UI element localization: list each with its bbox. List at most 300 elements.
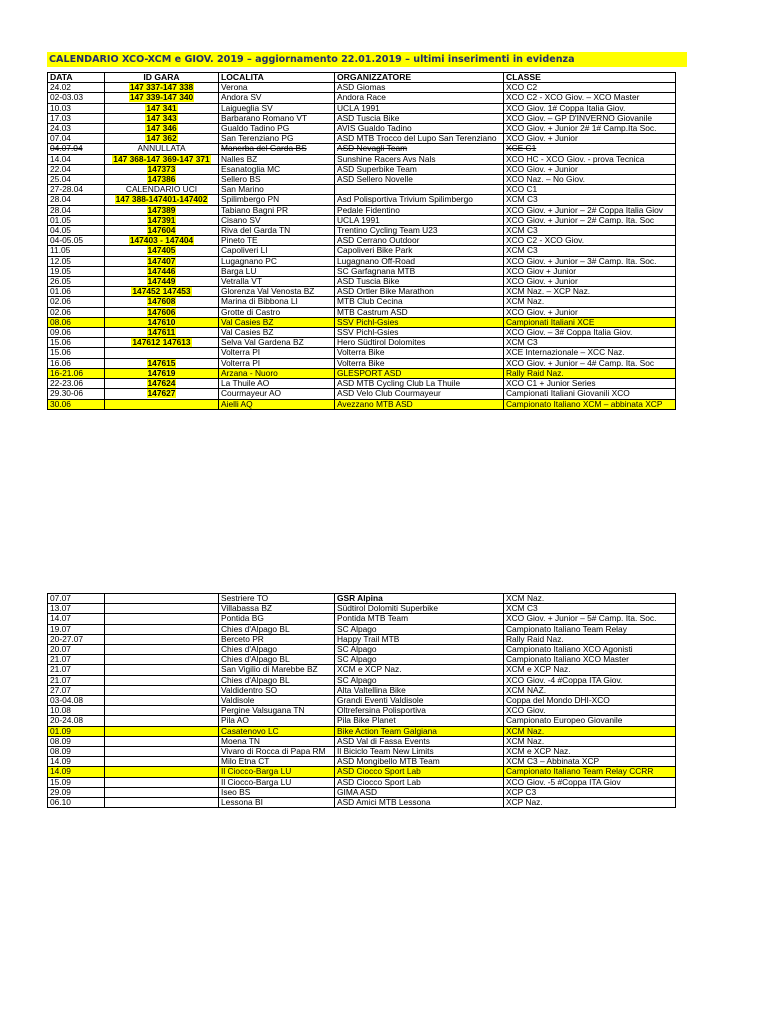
- cell-organizzatore: ASD Cerrano Outdoor: [335, 236, 504, 246]
- table-row: [48, 358, 676, 368]
- table-row: [48, 317, 676, 327]
- table-header-row: [48, 73, 676, 83]
- cell-organizzatore: Lugagnano Off-Road: [335, 256, 504, 266]
- calendar-table-second-half: [47, 593, 676, 808]
- cell-organizzatore: Capoliveri Bike Park: [335, 246, 504, 256]
- cell-localita: Grotte di Castro: [219, 307, 335, 317]
- cell-localita: Cisano SV: [219, 215, 335, 225]
- cell-classe: Campionato Italiano XCO Master: [504, 655, 676, 665]
- cell-data: 27.07: [48, 685, 105, 695]
- table-row: [48, 368, 676, 378]
- table-row: [48, 665, 676, 675]
- cell-data: 02.06: [48, 297, 105, 307]
- table-row: [48, 266, 676, 276]
- cell-classe: XCO Giov. – GP D'INVERNO Giovanile: [504, 113, 676, 123]
- cell-data: 16-21.06: [48, 368, 105, 378]
- cell-organizzatore: Pontida MTB Team: [335, 614, 504, 624]
- cell-id-gara: [105, 767, 219, 777]
- cell-localita: Pontida BG: [219, 614, 335, 624]
- cell-localita: Andora SV: [219, 93, 335, 103]
- cell-localita: Chies d'Alpago BL: [219, 675, 335, 685]
- cell-organizzatore: Oltrefersina Polisportiva: [335, 706, 504, 716]
- id-gara-highlight: 147 388-147401-147402: [115, 194, 208, 205]
- cell-data: 14.04: [48, 154, 105, 164]
- cell-data: 04.05: [48, 226, 105, 236]
- table-row: [48, 256, 676, 266]
- cell-organizzatore: ASD Amici MTB Lessona: [335, 798, 504, 808]
- table-row: [48, 154, 676, 164]
- cell-localita: Arzana - Nuoro: [219, 368, 335, 378]
- table-row: [48, 624, 676, 634]
- cell-data: 01.06: [48, 287, 105, 297]
- document-title: CALENDARIO XCO-XCM e GIOV. 2019 – aggiornamento 22.01.2019 – ultimi inserimenti in evidenza: [47, 52, 687, 67]
- cell-organizzatore: ASD Tuscia Bike: [335, 113, 504, 123]
- cell-localita: Laigueglia SV: [219, 103, 335, 113]
- cell-id-gara: [105, 787, 219, 797]
- cell-localita: Valdidentro SO: [219, 685, 335, 695]
- cell-organizzatore: ASD Ciocco Sport Lab: [335, 777, 504, 787]
- cell-id-gara: [105, 594, 219, 604]
- cell-localita: Moena TN: [219, 736, 335, 746]
- table-row: [48, 134, 676, 144]
- table-row: [48, 594, 676, 604]
- id-gara-highlight: 147 341: [146, 103, 177, 113]
- table-row: [48, 338, 676, 348]
- cell-data: 28.04: [48, 195, 105, 205]
- cell-id-gara: [105, 716, 219, 726]
- cell-classe: XCO C2 - XCO Giov. – XCO Master: [504, 93, 676, 103]
- cell-localita: Iseo BS: [219, 787, 335, 797]
- cell-organizzatore: SSV Pichl-Gsies: [335, 317, 504, 327]
- cell-classe: XCM Naz.: [504, 726, 676, 736]
- cell-organizzatore: Alta Valtellina Bike: [335, 685, 504, 695]
- table-row: [48, 297, 676, 307]
- cell-localita: Il Ciocco-Barga LU: [219, 777, 335, 787]
- cell-id-gara: [105, 634, 219, 644]
- cell-localita: Gualdo Tadino PG: [219, 124, 335, 134]
- cell-classe: Campionato Italiano XCO Agonisti: [504, 645, 676, 655]
- table-row: [48, 215, 676, 225]
- table-row: [48, 307, 676, 317]
- cell-data: 15.09: [48, 777, 105, 787]
- cell-id-gara: [105, 297, 219, 307]
- cell-localita: San Vigilio di Marebbe BZ: [219, 665, 335, 675]
- cell-localita: Volterra PI: [219, 348, 335, 358]
- cell-id-gara: [105, 307, 219, 317]
- cell-classe: XCM Naz.: [504, 736, 676, 746]
- cell-data: 20-27.07: [48, 634, 105, 644]
- cell-data: 08.09: [48, 736, 105, 746]
- cell-data: 14.09: [48, 767, 105, 777]
- cell-classe: XCO Giov + Junior: [504, 266, 676, 276]
- cell-data: 10.03: [48, 103, 105, 113]
- cell-id-gara: [105, 624, 219, 634]
- cell-organizzatore: Andora Race: [335, 93, 504, 103]
- cell-localita: Casatenovo LC: [219, 726, 335, 736]
- cell-organizzatore: GLESPORT ASD: [335, 368, 504, 378]
- cell-organizzatore: ASD Velo Club Courmayeur: [335, 389, 504, 399]
- table-row: [48, 726, 676, 736]
- table-row: [48, 379, 676, 389]
- id-gara-highlight: 147606: [147, 307, 176, 317]
- cell-id-gara: [105, 236, 219, 246]
- cell-id-gara: [105, 328, 219, 338]
- cell-organizzatore: ASD Ortler Bike Marathon: [335, 287, 504, 297]
- header-organizzatore: ORGANIZZATORE: [335, 73, 504, 83]
- cell-data: 06.10: [48, 798, 105, 808]
- table-row: [48, 93, 676, 103]
- cell-classe: XCM Naz.: [504, 297, 676, 307]
- cell-id-gara: [105, 358, 219, 368]
- cell-classe: XCM e XCP Naz.: [504, 665, 676, 675]
- cell-id-gara: [105, 154, 219, 164]
- id-gara-highlight: 147405: [147, 245, 176, 256]
- cell-id-gara: [105, 348, 219, 358]
- cell-classe: XCM C3: [504, 226, 676, 236]
- cell-data: 04-05.05: [48, 236, 105, 246]
- cell-classe: XCO Giov.: [504, 706, 676, 716]
- table-row: [48, 767, 676, 777]
- cell-data: 15.06: [48, 338, 105, 348]
- cell-data: 20.07: [48, 645, 105, 655]
- cell-data: 22-23.06: [48, 379, 105, 389]
- cell-classe: XCO HC - XCO Giov. - prova Tecnica: [504, 154, 676, 164]
- cell-id-gara: [105, 277, 219, 287]
- id-gara-highlight: 147611: [147, 327, 176, 338]
- cell-classe: Campionato Italiano XCM – abbinata XCP: [504, 399, 676, 409]
- cell-data: 29.09: [48, 787, 105, 797]
- id-gara-highlight: 147407: [147, 256, 176, 266]
- cell-id-gara: CALENDARIO UCI: [105, 185, 219, 195]
- id-gara-highlight: 147619: [147, 368, 176, 378]
- cell-classe: Campionato Italiano Team Relay CCRR: [504, 767, 676, 777]
- cell-localita: Volterra PI: [219, 358, 335, 368]
- cell-classe: XCO Giov. + Junior – 4# Camp. Ita. Soc: [504, 358, 676, 368]
- cell-id-gara: [105, 103, 219, 113]
- table-row: [48, 655, 676, 665]
- cell-classe: XCO Giov. + Junior: [504, 164, 676, 174]
- cell-id-gara: [105, 685, 219, 695]
- cell-classe: XCO Giov. + Junior: [504, 307, 676, 317]
- cell-id-gara: [105, 777, 219, 787]
- calendar-table-first-half: [47, 72, 676, 410]
- cell-data: 01.05: [48, 215, 105, 225]
- cell-data: 21.07: [48, 655, 105, 665]
- table-row: [48, 777, 676, 787]
- id-gara-highlight: 147391: [147, 215, 176, 225]
- cell-localita: San Terenziano PG: [219, 134, 335, 144]
- cell-data: 26.05: [48, 277, 105, 287]
- table-row: [48, 124, 676, 134]
- header-localita: LOCALITA: [219, 73, 335, 83]
- cell-classe: XCM Naz. – XCP Naz.: [504, 287, 676, 297]
- cell-classe: XCO Giov. + Junior – 3# Camp. Ita. Soc.: [504, 256, 676, 266]
- cell-classe: XCM e XCP Naz.: [504, 747, 676, 757]
- cell-organizzatore: MTB Castrum ASD: [335, 307, 504, 317]
- cell-organizzatore: GSR Alpina: [335, 594, 504, 604]
- cell-data: 21.07: [48, 665, 105, 675]
- cell-classe: XCM C3: [504, 604, 676, 614]
- cell-id-gara: [105, 246, 219, 256]
- cell-id-gara: [105, 665, 219, 675]
- cell-organizzatore: Trentino Cycling Team U23: [335, 226, 504, 236]
- cell-localita: Val Casies BZ: [219, 328, 335, 338]
- cell-data: 03-04.08: [48, 696, 105, 706]
- cell-organizzatore: Happy Trail MTB: [335, 634, 504, 644]
- id-gara-highlight: 147 346: [146, 123, 177, 134]
- cell-classe: Campionati Italiani Giovanili XCO: [504, 389, 676, 399]
- cell-classe: XCM C3: [504, 246, 676, 256]
- cell-data: 07.07: [48, 594, 105, 604]
- cell-id-gara: [105, 747, 219, 757]
- cell-organizzatore: Hero Südtirol Dolomites: [335, 338, 504, 348]
- table-row: [48, 389, 676, 399]
- cell-localita: Barga LU: [219, 266, 335, 276]
- cell-organizzatore: Grandi Eventi Valdisole: [335, 696, 504, 706]
- table-row: [48, 246, 676, 256]
- cell-data: 14.07: [48, 614, 105, 624]
- table-row: [48, 175, 676, 185]
- cell-classe: XCO C1 + Junior Series: [504, 379, 676, 389]
- cell-id-gara: [105, 113, 219, 123]
- table-row: [48, 144, 676, 154]
- header-data: DATA: [48, 73, 105, 83]
- cell-classe: XCO Giov. + Junior: [504, 134, 676, 144]
- cell-id-gara: [105, 645, 219, 655]
- cell-id-gara: ANNULLATA: [105, 144, 219, 154]
- id-gara-highlight: 147604: [147, 225, 176, 236]
- table-row: [48, 614, 676, 624]
- cell-id-gara: [105, 83, 219, 93]
- cell-id-gara: [105, 798, 219, 808]
- cell-localita: Chies d'Alpago BL: [219, 624, 335, 634]
- cell-data: 12.05: [48, 256, 105, 266]
- cell-localita: Pineto TE: [219, 236, 335, 246]
- cell-localita: Marina di Bibbona LI: [219, 297, 335, 307]
- cell-data: 13.07: [48, 604, 105, 614]
- cell-data: 28.04: [48, 205, 105, 215]
- cell-organizzatore: ASD MTB Trocco del Lupo San Terenziano: [335, 134, 504, 144]
- cell-localita: Aielli AQ: [219, 399, 335, 409]
- cell-localita: Sellero BS: [219, 175, 335, 185]
- cell-localita: Chies d'Alpago BL: [219, 655, 335, 665]
- cell-id-gara: [105, 266, 219, 276]
- cell-localita: La Thuile AO: [219, 379, 335, 389]
- cell-localita: Esanatoglia MC: [219, 164, 335, 174]
- cell-data: 20-24.08: [48, 716, 105, 726]
- cell-classe: XCM C3 – Abbinata XCP: [504, 757, 676, 767]
- table-row: [48, 236, 676, 246]
- cell-data: 08.09: [48, 747, 105, 757]
- id-gara-highlight: 147 339-147 340: [129, 92, 194, 103]
- header-classe: CLASSE: [504, 73, 676, 83]
- cell-data: 19.07: [48, 624, 105, 634]
- cell-organizzatore: UCLA 1991: [335, 215, 504, 225]
- cell-id-gara: [105, 706, 219, 716]
- cell-organizzatore: Südtirol Dolomiti Superbike: [335, 604, 504, 614]
- cell-id-gara: [105, 124, 219, 134]
- cell-id-gara: [105, 604, 219, 614]
- cell-localita: Villabassa BZ: [219, 604, 335, 614]
- cell-localita: Il Ciocco-Barga LU: [219, 767, 335, 777]
- cell-organizzatore: Volterra Bike: [335, 348, 504, 358]
- cell-organizzatore: ASD Val di Fassa Events: [335, 736, 504, 746]
- cell-organizzatore: ASD Nevagli Team: [335, 144, 504, 154]
- cell-data: 10.08: [48, 706, 105, 716]
- cell-classe: Coppa del Mondo DHI-XCO: [504, 696, 676, 706]
- cell-data: 27-28.04: [48, 185, 105, 195]
- cell-id-gara: [105, 215, 219, 225]
- cell-organizzatore: Pila Bike Planet: [335, 716, 504, 726]
- cell-id-gara: [105, 164, 219, 174]
- cell-localita: Berceto PR: [219, 634, 335, 644]
- cell-id-gara: [105, 134, 219, 144]
- cell-id-gara: [105, 93, 219, 103]
- cell-localita: San Marino: [219, 185, 335, 195]
- cell-organizzatore: SSV Pichl-Gsies: [335, 328, 504, 338]
- id-gara-highlight: 147627: [147, 388, 176, 399]
- id-gara-highlight: 147389: [147, 205, 176, 215]
- cell-classe: XCO C2: [504, 83, 676, 93]
- cell-data: 09.06: [48, 328, 105, 338]
- cell-organizzatore: ASD MTB Cycling Club La Thuile: [335, 379, 504, 389]
- cell-classe: XCO Giov. + Junior – 2# Coppa Italia Giov: [504, 205, 676, 215]
- table-row: [48, 185, 676, 195]
- cell-organizzatore: Sunshine Racers Avs Nals: [335, 154, 504, 164]
- cell-classe: XCP C3: [504, 787, 676, 797]
- cell-data: 08.06: [48, 317, 105, 327]
- id-gara-highlight: 147449: [147, 276, 176, 287]
- table-row: [48, 747, 676, 757]
- cell-classe: Campionato Europeo Giovanile: [504, 716, 676, 726]
- cell-localita: Vivaro di Rocca di Papa RM: [219, 747, 335, 757]
- cell-id-gara: [105, 399, 219, 409]
- table-row: [48, 757, 676, 767]
- cell-classe: XCO Giov. -4 #Coppa ITA Giov.: [504, 675, 676, 685]
- cell-classe: Campionati Italiani XCE: [504, 317, 676, 327]
- cell-id-gara: [105, 338, 219, 348]
- cell-localita: Milo Etna CT: [219, 757, 335, 767]
- id-gara-highlight: 147 362: [146, 133, 177, 144]
- cell-classe: XCE C1: [504, 144, 676, 154]
- cell-organizzatore: SC Garfagnana MTB: [335, 266, 504, 276]
- table-row: [48, 328, 676, 338]
- cell-organizzatore: Asd Polisportiva Trivium Spilimbergo: [335, 195, 504, 205]
- cell-classe: Rally Raid Naz.: [504, 634, 676, 644]
- table-row: [48, 798, 676, 808]
- cell-organizzatore: ASD Superbike Team: [335, 164, 504, 174]
- cell-id-gara: [105, 726, 219, 736]
- cell-id-gara: [105, 226, 219, 236]
- cell-data: 17.03: [48, 113, 105, 123]
- cell-id-gara: [105, 389, 219, 399]
- cell-data: 24.02: [48, 83, 105, 93]
- cell-id-gara: [105, 614, 219, 624]
- cell-classe: XCO Giov. – 3# Coppa Italia Giov.: [504, 328, 676, 338]
- cell-classe: XCO Giov. 1# Coppa Italia Giov.: [504, 103, 676, 113]
- cell-data: 02.06: [48, 307, 105, 317]
- cell-data: 25.04: [48, 175, 105, 185]
- cell-data: 22.04: [48, 164, 105, 174]
- table-row: [48, 348, 676, 358]
- cell-organizzatore: ASD Mongibello MTB Team: [335, 757, 504, 767]
- cell-localita: Pergine Valsugana TN: [219, 706, 335, 716]
- cell-id-gara: [105, 655, 219, 665]
- cell-localita: Spilimbergo PN: [219, 195, 335, 205]
- table-row: [48, 164, 676, 174]
- cell-data: 21.07: [48, 675, 105, 685]
- id-gara-highlight: 147386: [147, 174, 176, 185]
- table-row: [48, 195, 676, 205]
- id-gara-highlight: 147403 - 147404: [129, 235, 194, 246]
- id-gara-highlight: 147608: [147, 296, 176, 307]
- table-row: [48, 675, 676, 685]
- id-gara-highlight: 147452 147453: [132, 286, 191, 297]
- cell-organizzatore: GIMA ASD: [335, 787, 504, 797]
- cell-localita: Riva del Garda TN: [219, 226, 335, 236]
- cell-id-gara: [105, 379, 219, 389]
- cell-organizzatore: [335, 185, 504, 195]
- table-row: [48, 634, 676, 644]
- cell-localita: Lugagnano PC: [219, 256, 335, 266]
- cell-classe: XCO C1: [504, 185, 676, 195]
- id-gara-highlight: 147615: [147, 358, 176, 368]
- cell-classe: XCO Giov. + Junior 2# 1# Camp.Ita Soc.: [504, 124, 676, 134]
- header-id-gara: ID GARA: [105, 73, 219, 83]
- cell-localita: Selva Val Gardena BZ: [219, 338, 335, 348]
- cell-organizzatore: SC Alpago: [335, 655, 504, 665]
- cell-data: 07.04: [48, 134, 105, 144]
- cell-id-gara: [105, 195, 219, 205]
- cell-id-gara: [105, 317, 219, 327]
- cell-organizzatore: SC Alpago: [335, 645, 504, 655]
- cell-organizzatore: XCM e XCP Naz.: [335, 665, 504, 675]
- cell-classe: XCM Naz.: [504, 594, 676, 604]
- cell-id-gara: [105, 675, 219, 685]
- cell-organizzatore: UCLA 1991: [335, 103, 504, 113]
- cell-organizzatore: SC Alpago: [335, 675, 504, 685]
- table-row: [48, 706, 676, 716]
- cell-classe: Campionato Italiano Team Relay: [504, 624, 676, 634]
- cell-data: 30.06: [48, 399, 105, 409]
- cell-localita: Courmayeur AO: [219, 389, 335, 399]
- cell-localita: Manerba del Garda BS: [219, 144, 335, 154]
- id-gara-highlight: 147 368-147 369-147 371: [113, 154, 210, 164]
- cell-data: 01.09: [48, 726, 105, 736]
- cell-data: 19.05: [48, 266, 105, 276]
- cell-localita: Val Casies BZ: [219, 317, 335, 327]
- cell-classe: Rally Raid Naz.: [504, 368, 676, 378]
- cell-data: 24.03: [48, 124, 105, 134]
- id-gara-highlight: 147 337-147 338: [129, 82, 194, 93]
- cell-organizzatore: MTB Club Cecina: [335, 297, 504, 307]
- cell-id-gara: [105, 256, 219, 266]
- table-row: [48, 645, 676, 655]
- cell-localita: Sestriere TO: [219, 594, 335, 604]
- cell-localita: Lessona BI: [219, 798, 335, 808]
- cell-organizzatore: Bike Action Team Galgiana: [335, 726, 504, 736]
- cell-id-gara: [105, 757, 219, 767]
- id-gara-highlight: 147373: [147, 164, 176, 174]
- cell-classe: XCO Giov. -5 #Coppa ITA Giov: [504, 777, 676, 787]
- id-gara-highlight: 147610: [147, 317, 176, 327]
- cell-localita: Nalles BZ: [219, 154, 335, 164]
- cell-classe: XCO Giov. + Junior – 5# Camp. Ita. Soc.: [504, 614, 676, 624]
- table-row: [48, 685, 676, 695]
- cell-id-gara: [105, 368, 219, 378]
- table-row: [48, 604, 676, 614]
- id-gara-highlight: 147446: [147, 266, 176, 276]
